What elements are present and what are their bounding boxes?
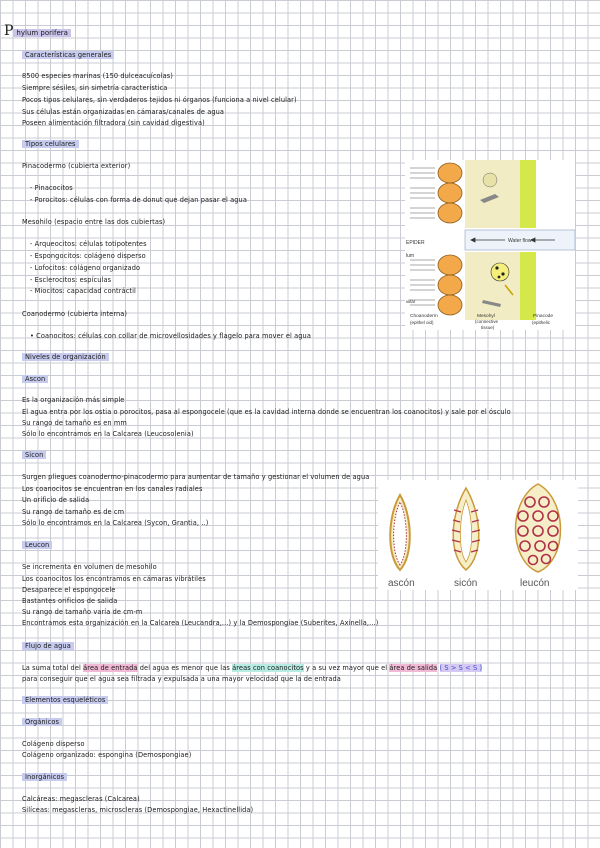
ascon-line: Es la organización más simple [22,396,125,404]
leucon-line: Bastantes orificios de salida [22,597,118,605]
organization-types-diagram [378,480,578,590]
water-flow-label: Water flow [508,238,532,244]
sicon-line: Surgen pliegues coanodermo-pinacodermo para aumentar de tamaño y gestionar el volumen de agua [22,473,370,481]
flujo-ratio: ( S > S < S ) [439,664,483,672]
elementos-header: Elementos esqueléticos [22,696,108,704]
inorganico-line: Calcáreas: megascleras (Calcarea) [22,795,140,803]
leucon-line: Los coanocitos los encontramos en cámaras vibrátiles [22,575,206,583]
meso-item: - Miocitos: capacidad contráctil [30,287,136,295]
sicon-line: Sólo lo encontramos en la Calcarea (Sycon, Grantia, ..) [22,519,209,527]
meso-item: - Arqueocitos: células totipotentes [30,240,147,248]
organicos-header: Orgánicos [22,718,62,726]
caracteristica-line: Siempre sésiles, sin simetría característica [22,84,168,92]
mesohyl-sublabel-2: tissue) [481,325,495,330]
pinaco-item: - Pinacocitos [30,184,73,192]
flujo-line-2: para conseguir que el agua sea filtrada y expulsada a una mayor velocidad que la de entrada [22,675,341,683]
mesohyl-label: Mesohyl [477,314,495,319]
caracteristica-line: 8500 especies marinas (150 dulceacuícolas) [22,72,173,80]
coanodermo-label: Coanodermo (cubierta interna) [22,310,128,318]
meso-item: - Esclerocitos: espículas [30,276,112,284]
meso-item: - Espongocitos: colágeno disperso [30,252,146,260]
sicon-line: Un orificio de salida [22,496,90,504]
ascon-label: ascón [388,578,415,589]
leucon-line: Encontramos esta organización en la Calcarea (Leucandra,...) y la Demospongiae (Suberites, Axinella,...) [22,619,379,627]
mesohilo-label: Mesohilo (espacio entre las dos cubiertas) [22,218,166,226]
title-rest: hylum porifera [13,29,71,37]
flujo-text: y a su vez mayor que el [303,664,390,672]
sicon-line: Los coanocitos se encuentran en los canales radiales [22,485,203,493]
organico-line: Colágeno disperso [22,740,85,748]
epider-label: EPIDER [406,240,425,246]
flujo-highlight-salida: área de salida [389,664,438,672]
flujo-highlight-coanocitos: áreas con coanocitos [232,664,304,672]
sicon-line: Su rango de tamaño es de cm [22,508,125,516]
lum-label: lum [406,253,415,259]
villar-label: villar [406,299,416,304]
page-title [4,23,71,39]
leucon-header: Leucon [22,541,52,549]
caracteristica-line: Poseen alimentación filtradora (sin cavidad digestiva) [22,119,205,127]
caracteristicas-header: Características generales [22,51,114,59]
choanoderm-sublabel: (epithel oid) [410,320,434,325]
leucon-label: leucón [520,578,550,589]
inorganicos-header: Inorgánicos [22,773,67,781]
sicon-header: Sicon [22,451,46,459]
ascon-line: Su rango de tamaño es en mm [22,419,127,427]
pinacodermo-label: Pinacodermo (cubierta exterior) [22,162,131,170]
coano-item: • Coanocitos: células con collar de microvellosidades y flagelo para mover el agua [30,332,311,340]
ascon-header: Ascon [22,375,48,383]
ascon-line: Sólo lo encontramos en la Calcarea (Leucosolenia) [22,430,194,438]
leucon-line: Su rango de tamaño varía de cm-m [22,608,143,616]
flujo-text: La suma total del [22,664,84,672]
flujo-line-1 [22,664,482,672]
ascon-line: El agua entra por los ostia o porocitos, pasa al espongocele (que es la cavidad interna donde se encuentran los coanocitos) y sale por el ósculo [22,408,511,416]
leucon-line: Se incrementa en volumen de mesohilo [22,563,157,571]
flujo-header: Flujo de agua [22,642,74,650]
leucon-line: Desaparece el espongocele [22,586,116,594]
sicon-label: sicón [454,578,478,589]
meso-item: - Lofocitos: colágeno organizado [30,264,141,272]
pinaco-item: - Porocitos: células con forma de donut que dejan pasar el agua [30,196,247,204]
choanoderm-label: Choanoderm [410,314,438,319]
caracteristica-line: Sus células están organizadas en cámaras/canales de agua [22,108,225,116]
title-initial: P [4,23,14,39]
flujo-highlight-entrada: área de entrada [83,664,138,672]
tipos-header: Tipos celulares [22,140,79,148]
pinacode-label: Pinacode [533,314,554,319]
sponge-cell-diagram [405,160,575,330]
flujo-text: del agua es menor que las [137,664,233,672]
pinacode-sublabel: (epithelic [532,320,551,325]
organico-line: Colágeno organizado: espongina (Demospongiae) [22,751,192,759]
caracteristica-line: Pocos tipos celulares, sin verdaderos tejidos ni órganos (funciona a nivel celular) [22,96,297,104]
mesohyl-sublabel: (connective [475,319,499,324]
inorganico-line: Silíceas: megascleras, microscleras (Demospongiae, Hexactinellida) [22,806,254,814]
niveles-header: Niveles de organización [22,353,109,361]
